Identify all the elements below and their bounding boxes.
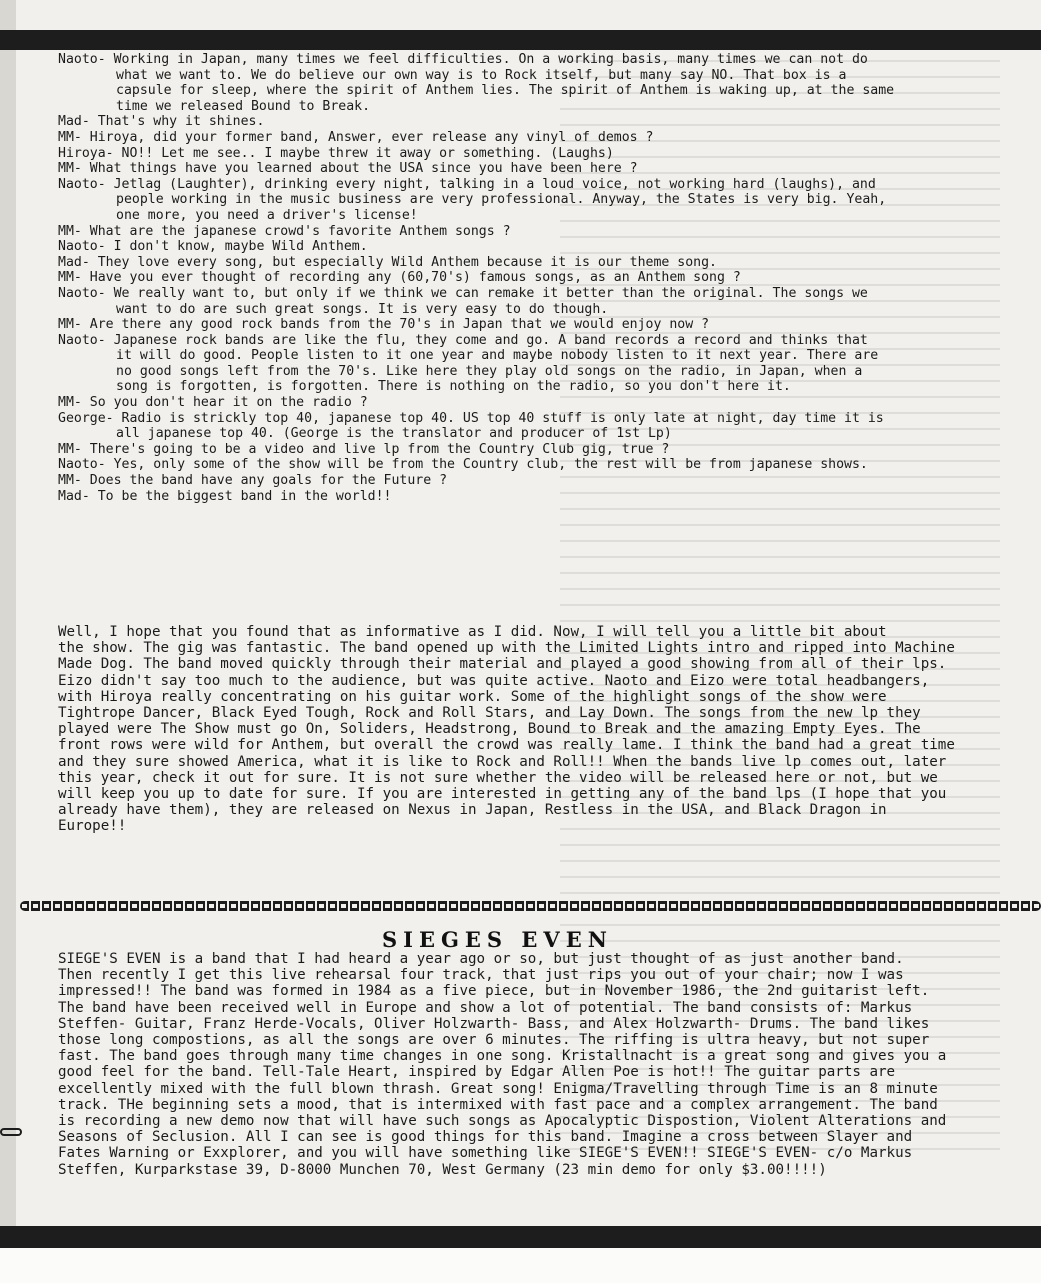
interview-line: Mad- To be the biggest band in the world!! <box>58 488 392 504</box>
review-line: the show. The gig was fantastic. The band opened up with the Limited Lights intro and ripped into Machine <box>58 640 955 657</box>
sieges-line: impressed!! The band was formed in 1984 as a five piece, but in November 1986, the 2nd guitarist left. <box>58 983 930 1000</box>
review-line: and they sure showed America, what it is like to Rock and Roll!! When the bands live lp comes out, later <box>58 753 947 770</box>
interview-line: MM- There's going to be a video and live lp from the Country Club gig, true ? <box>58 441 670 457</box>
interview-line-continuation: one more, you need a driver's license! <box>116 207 418 223</box>
interview-line: Hiroya- NO!! Let me see.. I maybe threw it away or something. (Laughs) <box>58 145 614 161</box>
interview-line: MM- So you don't hear it on the radio ? <box>58 395 368 411</box>
sieges-even-heading: SIEGES EVEN <box>382 927 613 952</box>
sieges-even-article <box>58 951 988 1178</box>
sieges-line: those long compostions, as all the songs are over 6 minutes. The riffing is ultra heavy, but not super <box>58 1032 930 1049</box>
bottom-margin <box>0 1248 1041 1283</box>
review-line: front rows were wild for Anthem, but overall the crowd was really lame. I think the band had a great time <box>58 737 955 754</box>
interview-line-continuation: it will do good. People listen to it one year and maybe nobody listen to it next year. There are <box>116 348 879 364</box>
chain-divider-links <box>20 904 1041 908</box>
review-line: Eizo didn't say too much to the audience, but was quite active. Naoto and Eizo were total headbangers, <box>58 672 930 689</box>
review-line: Well, I hope that you found that as informative as I did. Now, I will tell you a little bit about <box>58 624 887 640</box>
interview-line: MM- What things have you learned about the USA since you have been here ? <box>58 161 638 177</box>
sieges-line: The band have been received well in Europe and show a lot of potential. The band consists of: Markus <box>58 999 913 1016</box>
review-line: Europe!! <box>58 818 127 835</box>
review-line: Tightrope Dancer, Black Eyed Tough, Rock and Roll Stars, and Lay Down. The songs from the new lp they <box>58 705 921 722</box>
sieges-line: Then recently I get this live rehearsal four track, that just rips you out of your chair; now I was <box>58 967 904 984</box>
interview-line-continuation: time we released Bound to Break. <box>116 98 371 114</box>
interview-line: Mad- That's why it shines. <box>58 114 265 130</box>
interview-line: Naoto- Jetlag (Laughter), drinking every night, talking in a loud voice, not working hard (laughs), and <box>58 176 876 192</box>
review-line: with Hiroya really concentrating on his guitar work. Some of the highlight songs of the show were <box>58 688 887 705</box>
interview-line-continuation: people working in the music business are very professional. Anyway, the States is very big. Yeah, <box>116 192 887 208</box>
interview-line: MM- Have you ever thought of recording any (60,70's) famous songs, as an Anthem song ? <box>58 270 741 286</box>
interview-line: MM- Are there any good rock bands from the 70's in Japan that we would enjoy now ? <box>58 317 710 333</box>
interview-line: George- Radio is strickly top 40, japanese top 40. US top 40 stuff is only late at night, day time it is <box>58 410 884 426</box>
sieges-line: track. THe beginning sets a mood, that is intermixed with fast pace and a complex arrangement. The band <box>58 1096 938 1113</box>
sieges-line: SIEGE'S EVEN is a band that I had heard a year ago or so, but just thought of as just another band. <box>58 951 904 967</box>
sieges-line: good feel for the band. Tell-Tale Heart, inspired by Edgar Allen Poe is hot!! The guitar parts are <box>58 1064 896 1081</box>
review-line: played were The Show must go On, Soliders, Headstrong, Bound to Break and the amazing Empty Eyes. The <box>58 721 921 738</box>
interview-line-continuation: what we want to. We do believe our own way is to Rock itself, but many say NO. That box is a <box>116 67 847 83</box>
interview-line-continuation: capsule for sleep, where the spirit of Anthem lies. The spirit of Anthem is waking up, at the same <box>116 83 895 99</box>
concert-review <box>58 624 988 835</box>
sieges-line: is recording a new demo now that will have such songs as Apocalyptic Dispostion, Violent Alterations and <box>58 1113 947 1130</box>
sieges-line: Steffen, Kurparkstase 39, D-8000 Munchen 70, West Germany (23 min demo for only $3.00!!!!) <box>58 1161 827 1178</box>
review-line: Made Dog. The band moved quickly through their material and played a good showing from all of their lps. <box>58 656 947 673</box>
interview-line-continuation: no good songs left from the 70's. Like here they play old songs on the radio, in Japan, when a <box>116 363 863 379</box>
interview-line: Naoto- Working in Japan, many times we feel difficulties. On a working basis, many times we can not do <box>58 52 868 67</box>
review-line: already have them), they are released on Nexus in Japan, Restless in the USA, and Black Dragon in <box>58 802 887 819</box>
interview-line: Naoto- Yes, only some of the show will be from the Country club, the rest will be from japanese shows. <box>58 457 868 473</box>
interview-line: Mad- They love every song, but especially Wild Anthem because it is our theme song. <box>58 254 717 270</box>
sieges-line: excellently mixed with the full blown thrash. Great song! Enigma/Travelling through Time is an 8 minute <box>58 1080 938 1097</box>
sieges-line: fast. The band goes through many time changes in one song. Kristallnacht is a great song and gives you a <box>58 1048 947 1065</box>
interview-line-continuation: want to do are such great songs. It is very easy to do though. <box>116 301 609 317</box>
interview-line: MM- Hiroya, did your former band, Answer, ever release any vinyl of demos ? <box>58 129 654 145</box>
page-left-edge <box>0 0 16 1226</box>
interview-section <box>58 52 988 504</box>
interview-line: Naoto- We really want to, but only if we think we can remake it better than the original. The songs we <box>58 285 868 301</box>
interview-line-continuation: all japanese top 40. (George is the translator and producer of 1st Lp) <box>116 426 672 442</box>
interview-line-continuation: song is forgotten, is forgotten. There is nothing on the radio, so you don't here it. <box>116 379 791 395</box>
interview-line: Naoto- I don't know, maybe Wild Anthem. <box>58 239 368 255</box>
sieges-line: Steffen- Guitar, Franz Herde-Vocals, Oliver Holzwarth- Bass, and Alex Holzwarth- Drums. The band likes <box>58 1015 930 1032</box>
bottom-rule <box>0 1226 1041 1248</box>
top-rule <box>0 30 1041 50</box>
chain-fragment-left <box>0 1128 22 1136</box>
sieges-line: Fates Warning or Exxplorer, and you will have something like SIEGE'S EVEN!! SIEGE'S EVEN- c/o Markus <box>58 1145 913 1162</box>
interview-line: Naoto- Japanese rock bands are like the flu, they come and go. A band records a record and thinks that <box>58 332 868 348</box>
review-line: will keep you up to date for sure. If you are interested in getting any of the band lps (I hope that you <box>58 786 947 803</box>
interview-line: MM- What are the japanese crowd's favorite Anthem songs ? <box>58 223 511 239</box>
sieges-line: Seasons of Seclusion. All I can see is good things for this band. Imagine a cross between Slayer and <box>58 1129 913 1146</box>
interview-line: MM- Does the band have any goals for the Future ? <box>58 473 448 489</box>
review-line: this year, check it out for sure. It is not sure whether the video will be released here or not, but we <box>58 769 938 786</box>
